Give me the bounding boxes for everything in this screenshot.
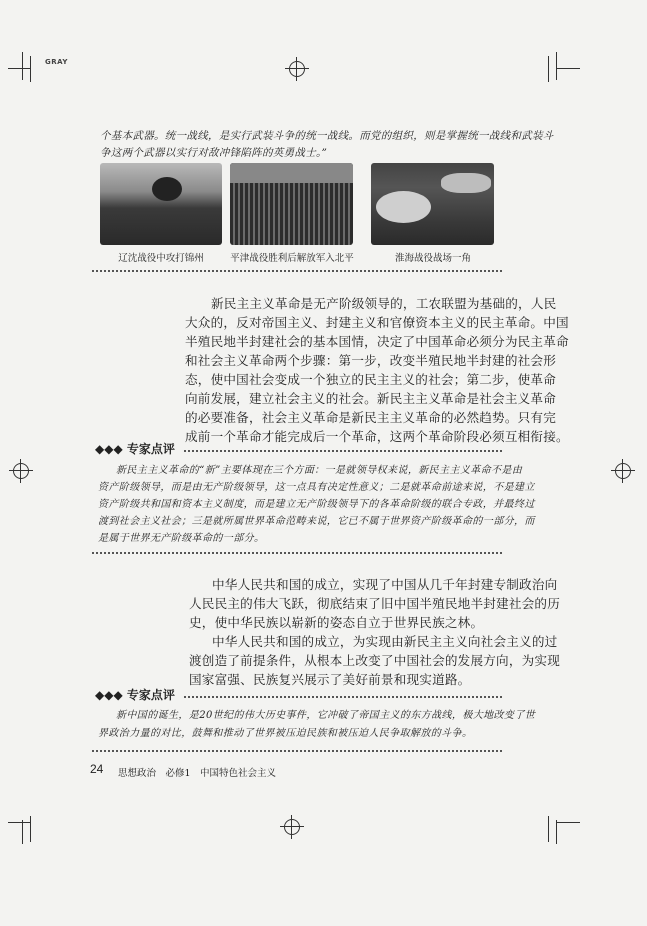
divider bbox=[184, 696, 502, 698]
registration-target-icon bbox=[615, 463, 631, 479]
text-line: 史，使中华民族以崭新的姿态自立于世界民族之林。 bbox=[189, 615, 484, 630]
text-line: 半殖民地半封建社会的基本国情，决定了中国革命必须分为民主革命 bbox=[185, 334, 569, 349]
book-title: 思想政治 必修1 中国特色社会主义 bbox=[118, 768, 277, 779]
text-line: 资产阶级共和国和资本主义制度，而是建立无产阶级领导下的各革命阶级的联合专政，并最终过 bbox=[98, 499, 535, 510]
registration-target-icon bbox=[289, 61, 305, 77]
photo-pingjin-battle bbox=[230, 163, 353, 245]
photo-caption: 辽沈战役中攻打锦州 bbox=[118, 253, 204, 264]
text-line: 人民民主的伟大飞跃，彻底结束了旧中国半殖民地半封建社会的历 bbox=[189, 596, 561, 611]
divider bbox=[92, 750, 502, 752]
photo-liaoshen-battle bbox=[100, 163, 222, 245]
text-line: 界政治力量的对比，鼓舞和推动了世界被压迫民族和被压迫人民争取解放的斗争。 bbox=[98, 728, 473, 739]
text-line: 向前发展，建立社会主义的社会。新民主主义革命是社会主义革命 bbox=[185, 391, 557, 406]
text-line: 中华人民共和国的成立，为实现由新民主主义向社会主义的过 bbox=[212, 634, 558, 649]
text-line: 国家富强、民族复兴展示了美好前景和现实道路。 bbox=[189, 672, 471, 687]
divider bbox=[184, 450, 502, 452]
photo-huaihai-battle bbox=[371, 163, 494, 245]
text-line: 新民主主义革命的“新”主要体现在三个方面：一是就领导权来说，新民主主义革命不是由 bbox=[116, 465, 523, 476]
heading-text: 专家点评 bbox=[126, 688, 175, 702]
text-line: 中华人民共和国的成立，实现了中国从几千年封建专制政治向 bbox=[212, 577, 558, 592]
text-line: 渡到社会主义社会；三是就所属世界革命范畴来说，它已不属于世界资产阶级革命的一部分，而 bbox=[98, 516, 535, 527]
text-line: 和社会主义革命两个步骤：第一步，改变半殖民地半封建的社会形 bbox=[185, 353, 557, 368]
text-line: 态，使中国社会变成一个独立的民主主义的社会；第二步，使革命 bbox=[185, 372, 557, 387]
registration-target-icon bbox=[13, 463, 29, 479]
page-number: 24 bbox=[90, 762, 104, 776]
divider bbox=[92, 270, 502, 272]
diamond-bullets-icon: ◆◆◆ bbox=[95, 688, 127, 702]
photo-caption: 平津战役胜利后解放军入北平 bbox=[230, 253, 354, 264]
quote-line: 争这两个武器以实行对敌冲锋陷阵的英勇战士。” bbox=[100, 147, 328, 159]
photo-caption: 淮海战役战场一角 bbox=[394, 253, 471, 264]
text-line: 是属于世界无产阶级革命的一部分。 bbox=[98, 533, 265, 544]
text-line: 成前一个革命才能完成后一个革命，这两个革命阶段必须互相衔接。 bbox=[185, 429, 569, 444]
diamond-bullets-icon: ◆◆◆ bbox=[95, 442, 127, 456]
text-line: 大众的，反对帝国主义、封建主义和官僚资本主义的民主革命。中国 bbox=[185, 315, 569, 330]
divider bbox=[92, 552, 502, 554]
text-line: 的必要准备，社会主义革命是新民主主义革命的必然趋势。只有完 bbox=[185, 410, 557, 425]
expert-comment-heading bbox=[95, 686, 175, 703]
quote-line: 个基本武器。统一战线，是实行武装斗争的统一战线。而党的组织，则是掌握统一战线和武装斗 bbox=[100, 130, 554, 142]
print-color-label: GRAY bbox=[45, 58, 68, 66]
text-line: 新中国的诞生，是20世纪的伟大历史事件，它冲破了帝国主义的东方战线，极大地改变了世 bbox=[116, 710, 536, 721]
text-line: 新民主主义革命是无产阶级领导的，工农联盟为基础的，人民 bbox=[211, 296, 557, 311]
registration-target-icon bbox=[284, 819, 300, 835]
heading-text: 专家点评 bbox=[126, 442, 175, 456]
expert-comment-heading bbox=[95, 440, 175, 457]
text-line: 资产阶级领导，而是由无产阶级领导，这一点具有决定性意义；二是就革命前途来说，不是建立 bbox=[98, 482, 535, 493]
text-line: 渡创造了前提条件，从根本上改变了中国社会的发展方向，为实现 bbox=[189, 653, 561, 668]
